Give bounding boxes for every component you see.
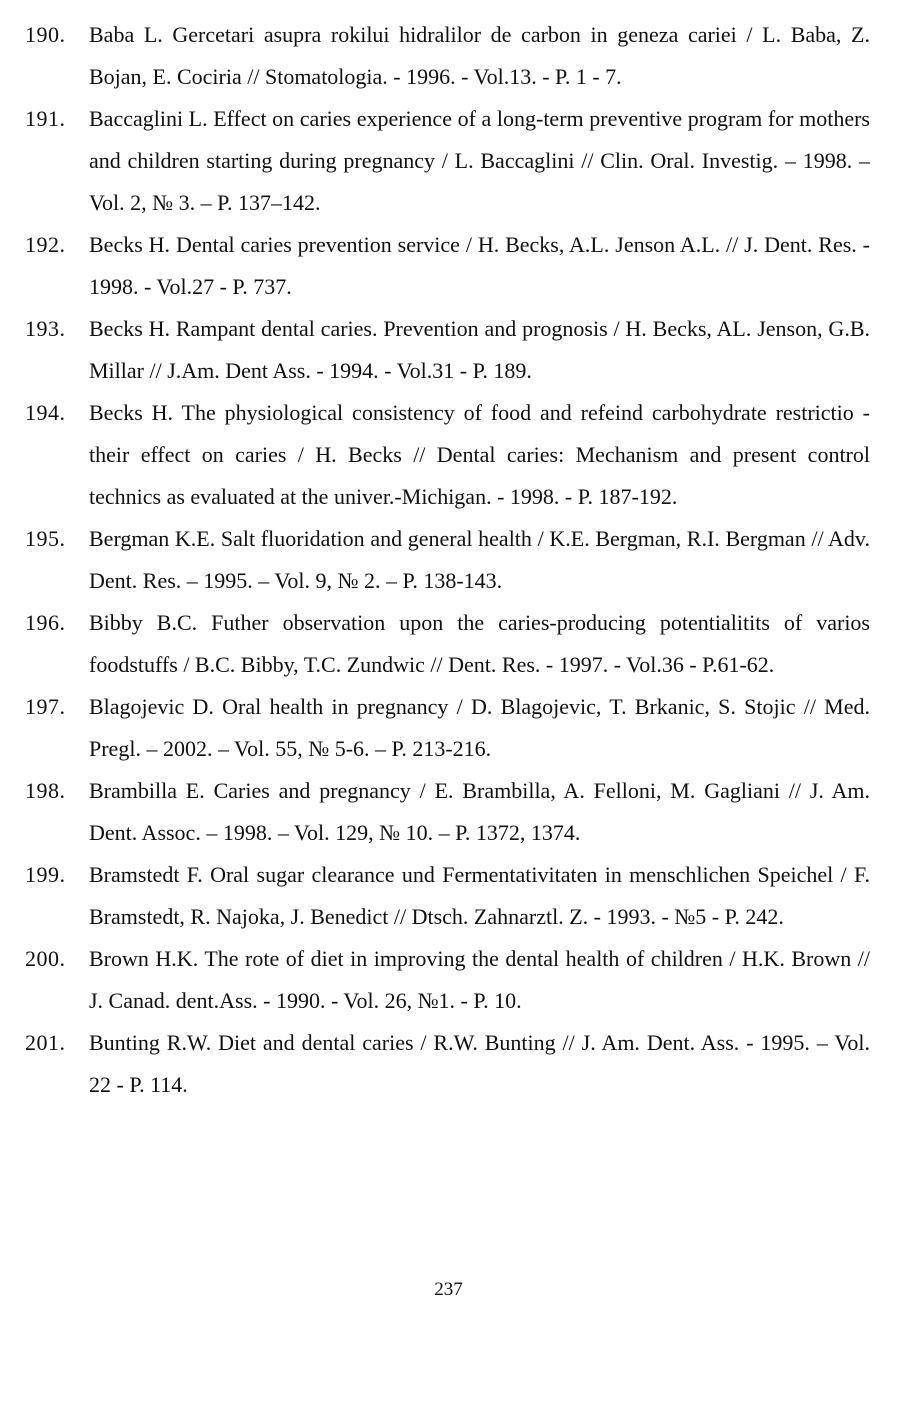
reference-text: Bergman K.E. Salt fluoridation and general health / K.E. Bergman, R.I. Bergman // Adv. Dent. Res. – 1995. – Vol. 9, № 2. – P. 138-143. [89, 526, 870, 593]
reference-item [25, 770, 870, 854]
reference-item [25, 308, 870, 392]
reference-number: 190. [25, 22, 66, 47]
reference-item [25, 518, 870, 602]
reference-item [25, 686, 870, 770]
reference-item [25, 938, 870, 1022]
reference-number: 199. [25, 862, 66, 887]
reference-number: 194. [25, 400, 66, 425]
reference-number: 196. [25, 610, 66, 635]
reference-list [25, 14, 870, 1106]
reference-text: Bramstedt F. Oral sugar clearance und Fermentativitaten in menschlichen Speichel / F. Bramstedt, R. Najoka, J. Benedict // Dtsch. Zahnarztl. Z. - 1993. - №5 - P. 242. [89, 862, 870, 929]
reference-text: Baccaglini L. Effect on caries experience of a long-term preventive program for mothers and children starting during pregnancy / L. Baccaglini // Clin. Oral. Investig. – 1998. – Vol. 2, № 3. – P. 137–142. [89, 106, 870, 215]
reference-number: 192. [25, 232, 66, 257]
reference-number: 200. [25, 946, 66, 971]
reference-text: Becks H. The physiological consistency of food and refeind carbohydrate restrictio - their effect on caries / H. Becks // Dental caries: Mechanism and present control technics as evaluated at the univer.-Michigan. - 1998. - P. 187-192. [89, 400, 870, 509]
reference-text: Brown H.K. The rote of diet in improving the dental health of children / H.K. Brown // J. Canad. dent.Ass. - 1990. - Vol. 26, №1. - P. 10. [89, 946, 870, 1013]
page-number: 237 [434, 1279, 463, 1300]
reference-number: 193. [25, 316, 66, 341]
reference-item [25, 854, 870, 938]
reference-text: Brambilla E. Caries and pregnancy / E. Brambilla, A. Felloni, M. Gagliani // J. Am. Dent. Assoc. – 1998. – Vol. 129, № 10. – P. 1372, 1374. [89, 778, 870, 845]
reference-item [25, 224, 870, 308]
reference-text: Blagojevic D. Oral health in pregnancy / D. Blagojevic, T. Brkanic, S. Stojic // Med. Pregl. – 2002. – Vol. 55, № 5-6. – P. 213-216. [89, 694, 870, 761]
reference-number: 195. [25, 526, 66, 551]
reference-item [25, 98, 870, 224]
reference-item [25, 392, 870, 518]
reference-item [25, 14, 870, 98]
reference-item [25, 602, 870, 686]
reference-text: Baba L. Gercetari asupra rokilui hidralilor de carbon in geneza cariei / L. Baba, Z. Bojan, E. Cociria // Stomatologia. - 1996. - Vol.13. - P. 1 - 7. [89, 22, 870, 89]
reference-text: Becks H. Dental caries prevention service / H. Becks, A.L. Jenson A.L. // J. Dent. Res. - 1998. - Vol.27 - P. 737. [89, 232, 870, 299]
reference-text: Bunting R.W. Diet and dental caries / R.W. Bunting // J. Am. Dent. Ass. - 1995. – Vol. 22 - P. 114. [89, 1030, 870, 1097]
reference-text: Becks H. Rampant dental caries. Prevention and prognosis / H. Becks, AL. Jenson, G.B. Millar // J.Am. Dent Ass. - 1994. - Vol.31 - P. 189. [89, 316, 870, 383]
reference-number: 191. [25, 106, 66, 131]
reference-number: 197. [25, 694, 66, 719]
reference-item [25, 1022, 870, 1106]
reference-number: 201. [25, 1030, 66, 1055]
reference-text: Bibby B.C. Futher observation upon the caries-producing potentialitits of varios foodstuffs / B.C. Bibby, T.C. Zundwic // Dent. Res. - 1997. - Vol.36 - P.61-62. [89, 610, 870, 677]
reference-number: 198. [25, 778, 66, 803]
